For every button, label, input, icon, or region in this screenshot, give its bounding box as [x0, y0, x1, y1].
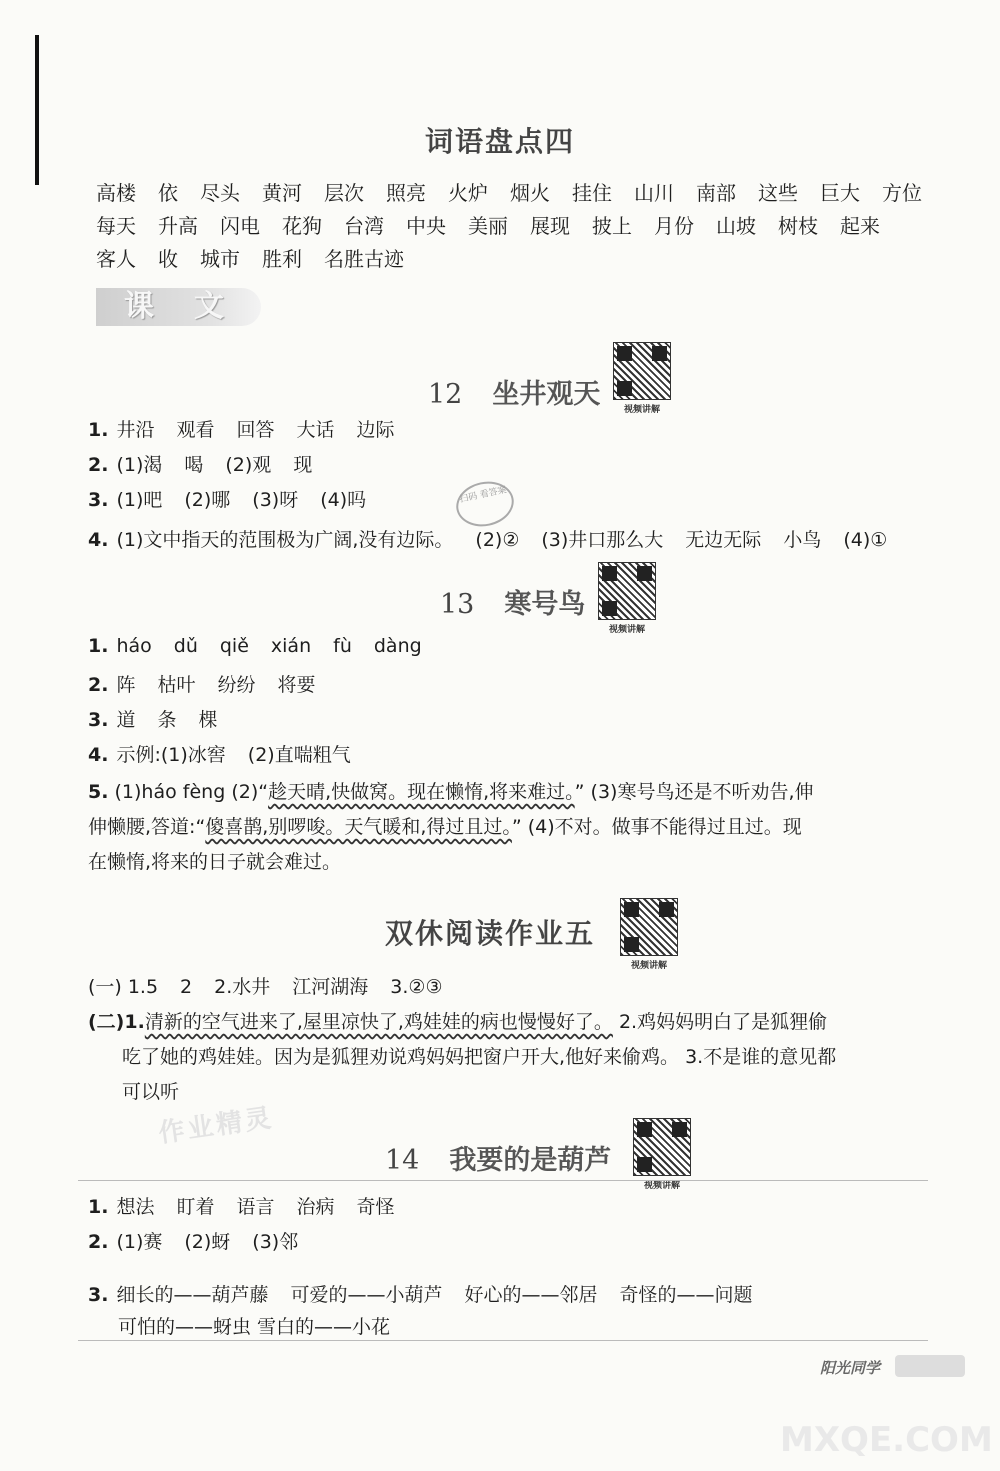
vocab-row: [96, 175, 956, 208]
vocab-row: [96, 241, 956, 274]
vocab-word: 收: [158, 247, 178, 271]
answer-item: 小鸟: [783, 529, 822, 551]
answer-item: 江河湖海: [292, 976, 369, 998]
page-edge-line: [35, 35, 39, 185]
answer-item: (3)呀: [252, 489, 299, 511]
vocab-word: 烟火: [510, 181, 550, 205]
answer-row: [88, 670, 316, 697]
vocab-word: 黄河: [262, 181, 302, 205]
vocab-word: 高楼: [96, 181, 136, 205]
vocab-word: 照亮: [386, 181, 426, 205]
answer-item: (1)渴: [116, 454, 163, 476]
answer-row: [88, 1280, 753, 1307]
vocab-word: 升高: [158, 214, 198, 238]
answer-item: qiě: [219, 635, 249, 657]
vocab-word: 火炉: [448, 181, 488, 205]
answer-item: dàng: [373, 635, 422, 657]
answer-item: 喝: [184, 454, 204, 476]
vocab-word: 台湾: [344, 214, 384, 238]
vocab-word: 树枝: [778, 214, 818, 238]
answer-part: 可以听: [122, 1081, 180, 1103]
answer-item: 2.: [88, 454, 109, 476]
answer-item: 2: [180, 976, 193, 998]
vocab-word: 方位: [882, 181, 922, 205]
answer-item: (3)邻: [252, 1231, 299, 1253]
answer-item: dǔ: [173, 635, 198, 657]
answer-part: fèng: [182, 781, 226, 803]
answer-row: [88, 1227, 298, 1254]
divider: [78, 1180, 928, 1181]
vocab-word: 披上: [592, 214, 632, 238]
answer-item: 4.: [88, 529, 109, 551]
answer-item: (4)①: [843, 529, 888, 551]
answer-row: [88, 635, 422, 657]
answer-item: 1.5: [127, 976, 159, 998]
answer-item: 阵: [116, 674, 136, 696]
answer-item: 2.: [88, 1231, 109, 1253]
answer-part: ” (3)寒号鸟还是不听劝告,伸: [574, 781, 814, 803]
vocab-word: 美丽: [468, 214, 508, 238]
vocab-word: 山坡: [716, 214, 756, 238]
vocab-word: 中央: [406, 214, 446, 238]
answer-item: (2)哪: [184, 489, 231, 511]
answer-item: 1.: [88, 635, 109, 657]
vocab-word: 展现: [530, 214, 570, 238]
answer-item: (1)赛: [116, 1231, 163, 1253]
answer-paragraph: [88, 775, 938, 880]
lesson-name: 我要的是葫芦: [449, 1145, 612, 1176]
answer-item: háo: [116, 635, 152, 657]
answer-row: [88, 450, 312, 477]
answer-item: 4.: [88, 744, 109, 766]
vocab-word: 花狗: [282, 214, 322, 238]
answer-item: (1)文中指天的范围极为广阔,没有边际。: [116, 529, 454, 551]
qr-label: 视频讲解: [643, 1181, 680, 1191]
vocab-word: 城市: [200, 247, 240, 271]
divider: [78, 1340, 928, 1341]
answer-item: 3.②③: [390, 976, 443, 998]
answer-item: 道: [116, 709, 136, 731]
stamp-mark: 扫码 看答案: [452, 476, 518, 531]
answer-item: 3.: [88, 489, 109, 511]
answer-row: [118, 1312, 390, 1339]
qr-code-icon[interactable]: [598, 562, 656, 635]
brand-logo: 阳光同学: [820, 1359, 881, 1377]
vocab-word: 起来: [840, 214, 880, 238]
answer-item: xián: [270, 635, 312, 657]
lesson-number: 12: [428, 379, 463, 410]
qr-code-icon[interactable]: [620, 898, 678, 971]
answer-item: (2)观: [225, 454, 272, 476]
vocab-word: 山川: [634, 181, 674, 205]
lesson-name: 坐井观天: [492, 379, 601, 410]
vocab-title: 词语盘点四: [424, 125, 575, 158]
answer-row: [88, 972, 443, 999]
vocab-word: 每天: [96, 214, 136, 238]
answer-part: 2.鸡妈妈明白了是狐狸偷: [612, 1011, 828, 1033]
vocab-word: 巨大: [820, 181, 860, 205]
question-number: (二)1.: [88, 1011, 145, 1033]
qr-label: 视频讲解: [608, 625, 645, 635]
answer-item: 棵: [198, 709, 218, 731]
lesson-number: 14: [385, 1145, 420, 1176]
answer-item: 3.: [88, 709, 109, 731]
answer-item: (4)吗: [320, 489, 367, 511]
faint-watermark-text: 作业精灵: [156, 1103, 276, 1149]
answer-item: 想法: [116, 1196, 155, 1218]
answer-item: (2)②: [475, 529, 520, 551]
answer-row: [88, 1192, 395, 1219]
underlined-quote: 清新的空气进来了,屋里凉快了,鸡娃娃的病也慢慢好了。: [144, 1011, 613, 1033]
answer-item: 枯叶: [157, 674, 196, 696]
answer-row: [88, 525, 887, 552]
vocab-word: 客人: [96, 247, 136, 271]
lesson-number: 13: [440, 589, 475, 620]
lesson-13-title: [440, 582, 585, 621]
qr-label: 视频讲解: [623, 405, 660, 415]
vocab-word: 名胜古迹: [324, 247, 404, 271]
banner-char-2: 文: [194, 289, 224, 324]
answer-item: 条: [157, 709, 177, 731]
answer-item: 将要: [277, 674, 316, 696]
answer-item: 示例:(1)冰窖: [116, 744, 226, 766]
answer-row: [88, 415, 395, 442]
lesson-name: 寒号鸟: [504, 589, 586, 620]
answer-item: 盯着: [176, 1196, 215, 1218]
underlined-quote: 趁天晴,快做窝。现在懒惰,将来难过。: [268, 781, 575, 803]
answer-item: 回答: [236, 419, 275, 441]
vocab-word: 挂住: [572, 181, 612, 205]
answer-item: 治病: [296, 1196, 335, 1218]
answer-item: 细长的——葫芦藤: [116, 1284, 269, 1306]
answer-part: (2)“: [231, 781, 269, 803]
question-number: 5.: [88, 781, 109, 803]
answer-item: (一): [88, 976, 122, 998]
answer-part: 吃了她的鸡娃娃。因为是狐狸劝说鸡妈妈把窗户开大,他好来偷鸡。 3.不是谁的意见都: [122, 1046, 837, 1068]
answer-row: [88, 705, 218, 732]
qr-code-icon[interactable]: [613, 342, 671, 415]
answer-item: (3)井口那么大: [541, 529, 664, 551]
answer-item: 2.: [88, 674, 109, 696]
answer-item: 无边无际: [685, 529, 762, 551]
answer-item: fù: [333, 635, 352, 657]
vocab-list: [96, 175, 956, 274]
answer-item: (1)吧: [116, 489, 163, 511]
answer-item: 1.: [88, 1196, 109, 1218]
answer-item: 边际: [356, 419, 395, 441]
vocab-word: 尽头: [200, 181, 240, 205]
vocab-word: 依: [158, 181, 178, 205]
grade-badge: [895, 1355, 965, 1377]
answer-item: 观看: [176, 419, 215, 441]
weekend-title: 双休阅读作业五: [384, 917, 595, 950]
answer-item: 可怕的——蚜虫: [118, 1316, 252, 1338]
answer-row: [88, 485, 366, 512]
answer-item: 大话: [296, 419, 335, 441]
answer-item: (2)蚜: [184, 1231, 231, 1253]
vocab-word: 月份: [654, 214, 694, 238]
underlined-quote: 傻喜鹊,别啰唆。天气暖和,得过且过。: [205, 816, 512, 838]
vocab-word: 南部: [696, 181, 736, 205]
answer-part: 伸懒腰,答道:“: [88, 816, 206, 838]
answer-item: 奇怪的——问题: [619, 1284, 753, 1306]
answer-item: 好心的——邻居: [464, 1284, 598, 1306]
watermark: MXQE.COM: [780, 1420, 993, 1460]
banner-char-1: 课: [124, 289, 154, 324]
answer-item: 纷纷: [217, 674, 256, 696]
answer-item: 1.: [88, 419, 109, 441]
answer-item: 语言: [236, 1196, 275, 1218]
lesson-12-title: [428, 372, 600, 411]
answer-part: ” (4)不对。做事不能得过且过。现: [511, 816, 802, 838]
qr-label: 视频讲解: [630, 961, 667, 971]
answer-paragraph: [88, 1005, 938, 1110]
answer-item: 可爱的——小葫芦: [290, 1284, 443, 1306]
answer-item: 井沿: [116, 419, 155, 441]
answer-item: 3.: [88, 1284, 109, 1306]
section-banner: [96, 288, 261, 326]
answer-item: 雪白的——小花: [257, 1316, 391, 1338]
vocab-word: 闪电: [220, 214, 260, 238]
vocab-word: 胜利: [262, 247, 302, 271]
lesson-14-title: [385, 1138, 611, 1177]
vocab-row: [96, 208, 956, 241]
answer-item: 现: [293, 454, 313, 476]
vocab-word: 层次: [324, 181, 364, 205]
answer-row: [88, 740, 351, 767]
answer-item: (2)直喘粗气: [247, 744, 351, 766]
vocab-word: 这些: [758, 181, 798, 205]
answer-item: 奇怪: [356, 1196, 395, 1218]
answer-item: 2.水井: [214, 976, 271, 998]
answer-part: (1)háo: [114, 781, 177, 803]
answer-part: 在懒惰,将来的日子就会难过。: [88, 851, 342, 873]
